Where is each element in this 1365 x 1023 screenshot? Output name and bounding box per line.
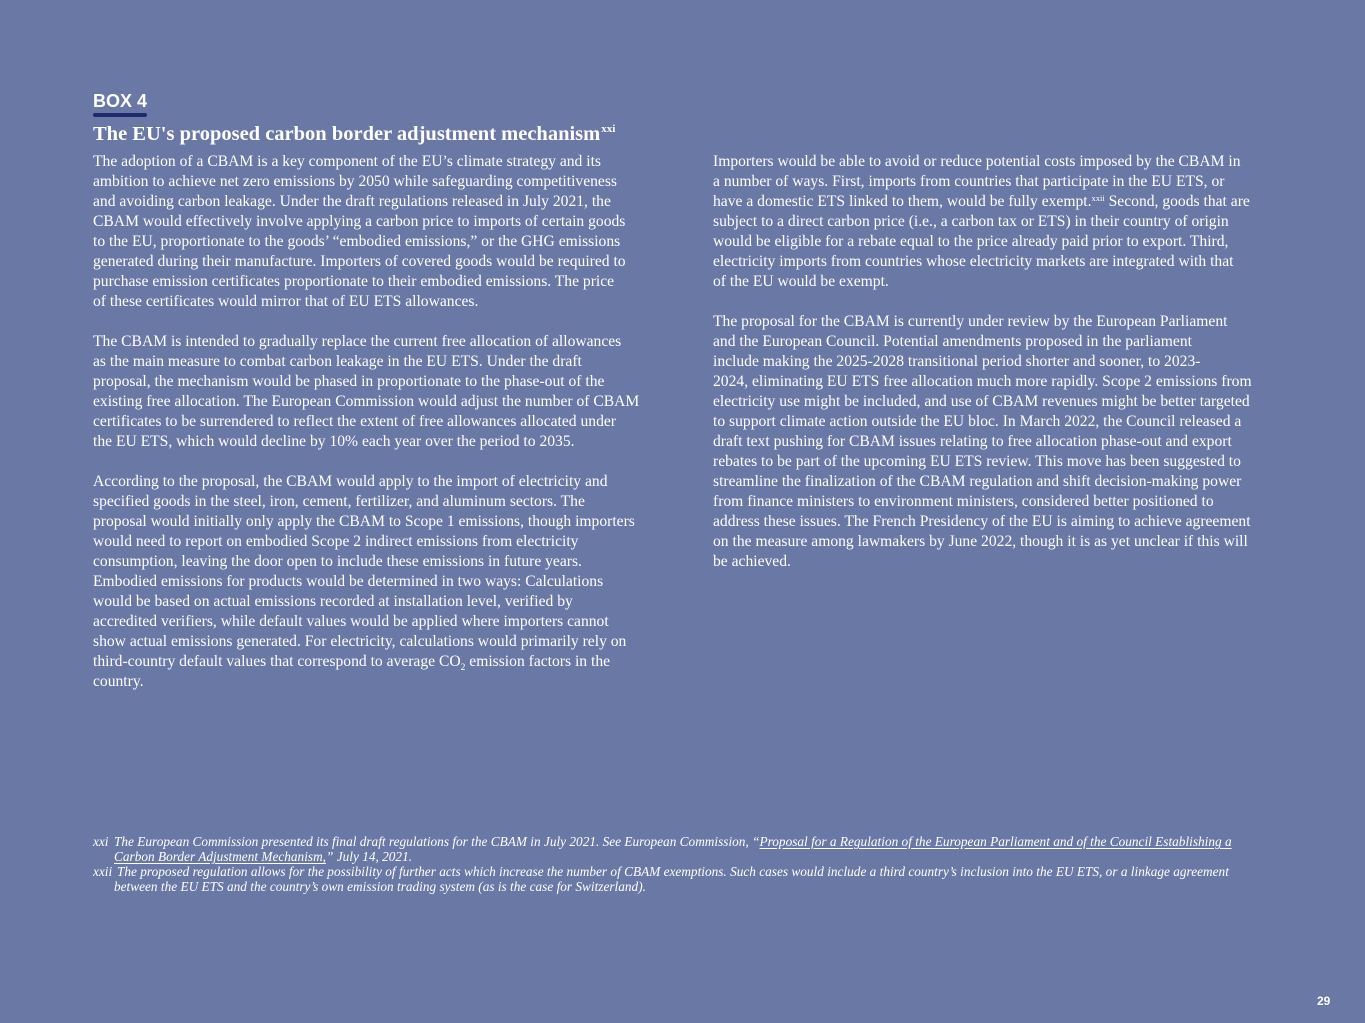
body-line: and the European Council. Potential amendments proposed in the parliament	[713, 333, 1192, 350]
paragraph-1	[93, 152, 668, 312]
body-line: According to the proposal, the CBAM would apply to the import of electricity and	[93, 473, 608, 490]
body-line: 2024, eliminating EU ETS free allocation much more rapidly. Scope 2 emissions from	[713, 373, 1252, 390]
footnote-mark: xxi	[93, 834, 109, 849]
paragraph-4	[713, 152, 1313, 292]
footnote-text-run: ” July 14, 2021.	[326, 849, 413, 864]
left-column	[93, 152, 668, 712]
exempt-line-start: have a domestic ETS linked to them, would be fully exempt.	[713, 193, 1092, 210]
box-title	[93, 121, 615, 147]
body-line: Embodied emissions for products would be determined in two ways: Calculations	[93, 573, 604, 590]
body-line: The adoption of a CBAM is a key component of the EU’s climate strategy and its	[93, 153, 601, 170]
footnote-xxii-line-1	[93, 864, 1273, 879]
footnote-text: between the EU ETS and the country’s own emission trading system (as is the case for Switzerland).	[114, 879, 646, 894]
body-line: on the measure among lawmakers by June 2022, though it is as yet unclear if this will	[713, 533, 1248, 550]
footnotes	[93, 834, 1273, 896]
footnote-text: The proposed regulation allows for the possibility of further acts which increase the number of CBAM exemptions. Such cases would include a third country’s inclusion into the EU ETS, or a linkage agreement	[117, 864, 1229, 879]
body-line: show actual emissions generated. For electricity, calculations would primarily rely on	[93, 633, 627, 650]
body-line: to support climate action outside the EU bloc. In March 2022, the Council released a	[713, 413, 1242, 430]
body-line: existing free allocation. The European Commission would adjust the number of CBAM	[93, 393, 640, 410]
body-line: specified goods in the steel, iron, cement, fertilizer, and aluminum sectors. The	[93, 493, 585, 510]
footnote-text	[114, 849, 412, 864]
body-line: a number of ways. First, imports from countries that participate in the EU ETS, or	[713, 173, 1225, 190]
box-label: BOX 4	[93, 91, 148, 111]
paragraph-3	[93, 472, 668, 692]
body-line: streamline the finalization of the CBAM regulation and shift decision-making power	[713, 473, 1242, 490]
body-line: purchase emission certificates proportionate to their embodied emissions. The price	[93, 273, 615, 290]
footnote-source-link[interactable]: Proposal for a Regulation of the European Parliament and of the Council Establishing a	[759, 834, 1232, 849]
body-line: to the EU, proportionate to the goods’ “embodied emissions,” or the GHG emissions	[93, 233, 621, 250]
body-line: The CBAM is intended to gradually replace the current free allocation of allowances	[93, 333, 622, 350]
body-line: be achieved.	[713, 553, 791, 570]
footnote-text	[114, 834, 1232, 849]
paragraph-5	[713, 312, 1313, 572]
page-number: 29	[1317, 994, 1331, 1008]
body-line: electricity imports from countries whose electricity markets are integrated with that	[713, 253, 1234, 270]
footnote-text-run: The European Commission presented its final draft regulations for the CBAM in July 2021. See European Commission, “	[114, 834, 760, 849]
body-line: generated during their manufacture. Importers of covered goods would be required to	[93, 253, 626, 270]
exempt-line-end: Second, goods that are	[1104, 193, 1250, 210]
body-line: draft text pushing for CBAM issues relating to free allocation phase-out and export	[713, 433, 1232, 450]
footnote-xxii-line-2	[93, 879, 1273, 894]
body-line: and avoiding carbon leakage. Under the draft regulations released in July 2021, the	[93, 193, 611, 210]
co2-line-end: emission factors in the	[465, 653, 611, 670]
body-line-exempt	[713, 192, 1313, 212]
body-line-co2	[93, 652, 668, 672]
right-column	[713, 152, 1313, 592]
body-line: rebates to be part of the upcoming EU ETS review. This move has been suggested to	[713, 453, 1241, 470]
body-line: subject to a direct carbon price (i.e., a carbon tax or ETS) in their country of origin	[713, 213, 1229, 230]
body-line: electricity use might be included, and use of CBAM revenues might be better targeted	[713, 393, 1250, 410]
body-line: of the EU would be exempt.	[713, 273, 889, 290]
body-line: ambition to achieve net zero emissions by 2050 while safeguarding competitiveness	[93, 173, 617, 190]
body-line: Importers would be able to avoid or reduce potential costs imposed by the CBAM in	[713, 153, 1241, 170]
body-line: include making the 2025-2028 transitional period shorter and sooner, to 2023-	[713, 353, 1201, 370]
footnote-xxi-line-2	[93, 849, 1273, 864]
body-line: address these issues. The French Presidency of the EU is aiming to achieve agreement	[713, 513, 1251, 530]
body-line: would be based on actual emissions recorded at installation level, verified by	[93, 593, 573, 610]
footnote-source-link[interactable]: Carbon Border Adjustment Mechanism,	[114, 849, 326, 864]
footnote-xxi-line-1	[93, 834, 1273, 849]
body-line: CBAM would effectively involve applying a carbon price to imports of certain goods	[93, 213, 626, 230]
paragraph-2	[93, 332, 668, 452]
body-line: The proposal for the CBAM is currently under review by the European Parliament	[713, 313, 1228, 330]
body-line: accredited verifiers, while default values would be applied where importers cannot	[93, 613, 609, 630]
body-line: consumption, leaving the door open to include these emissions in future years.	[93, 553, 582, 570]
co2-line-start: third-country default values that correspond to average CO	[93, 653, 461, 670]
body-line: from finance ministers to environment ministers, considered better positioned to	[713, 493, 1214, 510]
body-line: would need to report on embodied Scope 2 indirect emissions from electricity	[93, 533, 579, 550]
footnote-mark: xxii	[93, 864, 113, 879]
box-title-text: The EU's proposed carbon border adjustment mechanism	[93, 123, 601, 145]
body-line: country.	[93, 673, 144, 690]
box-label-underline-bar	[93, 113, 147, 117]
body-line: as the main measure to combat carbon leakage in the EU ETS. Under the draft	[93, 353, 582, 370]
title-footnote-ref: xxi	[601, 123, 616, 135]
body-line: proposal, the mechanism would be phased in proportionate to the phase-out of the	[93, 373, 605, 390]
body-line: proposal would initially only apply the CBAM to Scope 1 emissions, though importers	[93, 513, 635, 530]
body-line: the EU ETS, which would decline by 10% each year over the period to 2035.	[93, 433, 575, 450]
body-footnote-ref: xxii	[1091, 193, 1105, 203]
co2-subscript: 2	[460, 663, 466, 673]
body-line: would be eligible for a rebate equal to the price already paid prior to export. Third,	[713, 233, 1229, 250]
body-line: certificates to be surrendered to reflect the extent of free allowances allocated under	[93, 413, 616, 430]
body-line: of these certificates would mirror that of EU ETS allowances.	[93, 293, 479, 310]
